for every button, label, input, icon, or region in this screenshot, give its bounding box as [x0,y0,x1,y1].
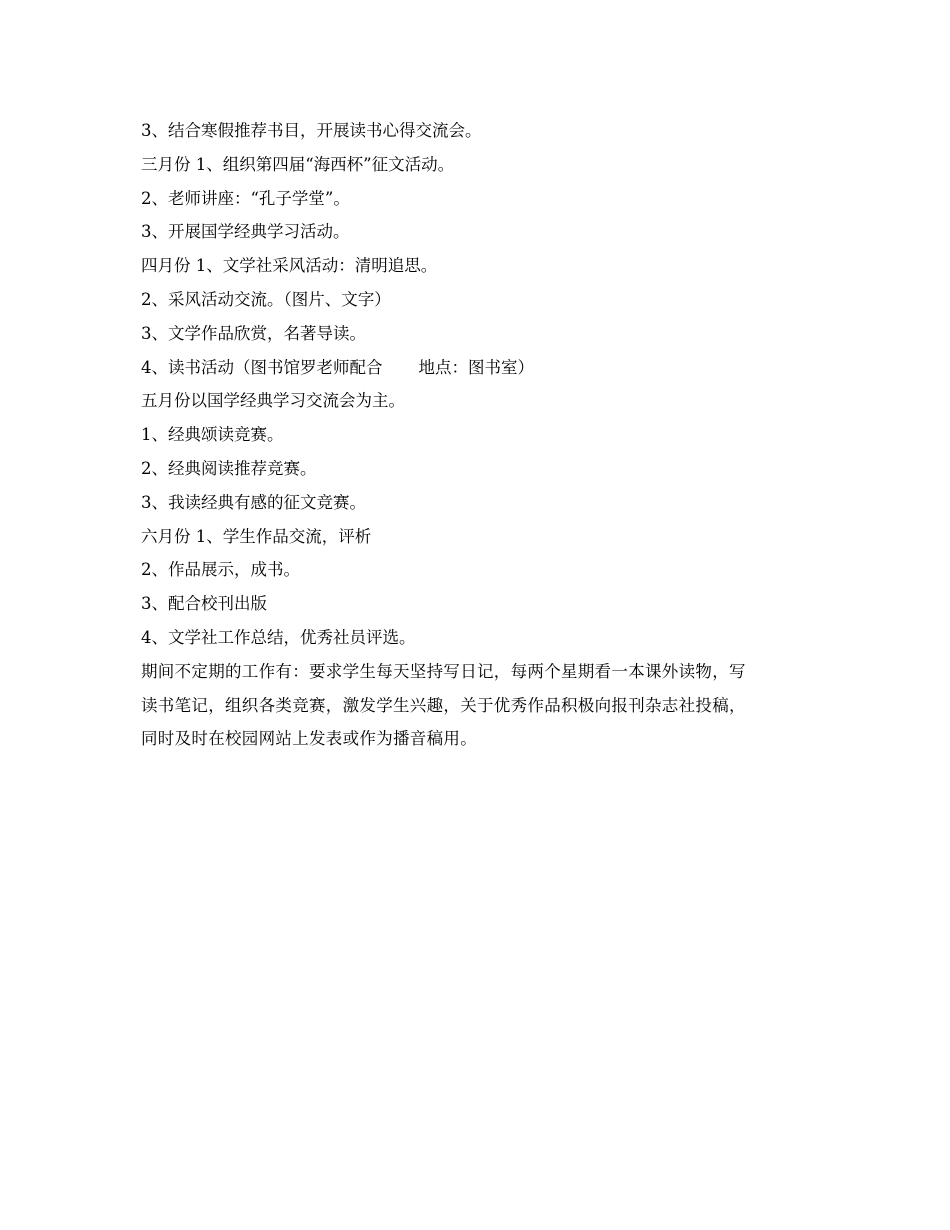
reading-activity-text: 4、读书活动（图书馆罗老师配合 [141,357,383,377]
text-line: 2、采风活动交流。（图片、文字） [141,289,391,309]
text-line: 2、经典阅读推荐竞赛。 [141,458,317,478]
closing-paragraph-line: 读书笔记，组织各类竞赛，激发学生兴趣，关于优秀作品积极向报刊杂志社投稿， [141,695,746,715]
text-line: 2、老师讲座：“孔子学堂”。 [141,188,350,208]
text-line: 3、开展国学经典学习活动。 [141,222,350,242]
closing-paragraph-line: 期间不定期的工作有：要求学生每天坚持写日记，每两个星期看一本课外读物，写 [141,661,746,681]
text-line: 3、我读经典有感的征文竞赛。 [141,492,366,512]
reading-activity-line [141,351,821,385]
text-line: 1、经典颂读竞赛。 [141,425,284,445]
reading-activity-location: 地点：图书室） [418,357,534,377]
text-line: 3、配合校刊出版 [141,594,267,614]
text-line: 2、作品展示，成书。 [141,560,300,580]
text-line: 四月份 1、文学社采风活动：清明追思。 [141,256,438,276]
text-line: 五月份以国学经典学习交流会为主。 [141,391,405,411]
document-body [141,114,821,756]
text-line: 3、文学作品欣赏，名著导读。 [141,323,366,343]
closing-paragraph-line: 同时及时在校园网站上发表或作为播音稿用。 [141,729,477,749]
text-line: 3、结合寒假推荐书目，开展读书心得交流会。 [141,121,482,140]
text-line: 六月份 1、学生作品交流，评析 [141,526,372,546]
text-line: 三月份 1、组织第四届“海西杯”征文活动。 [141,154,455,174]
text-line: 4、文学社工作总结，优秀社员评选。 [141,627,416,647]
